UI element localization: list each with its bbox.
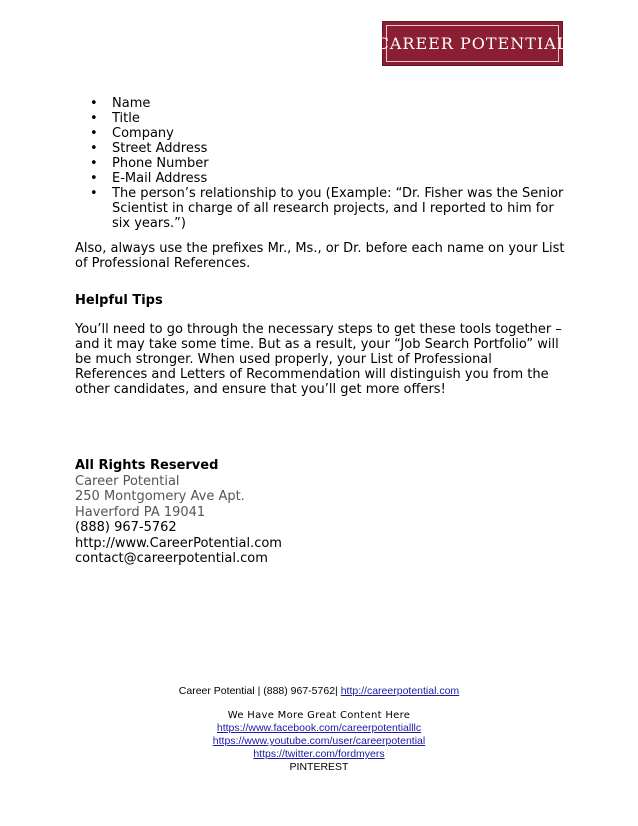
logo-text: CAREER POTENTIAL	[376, 34, 569, 53]
list-item	[75, 186, 565, 231]
company-name: Career Potential	[75, 473, 180, 489]
prefix-paragraph: Also, always use the prefixes Mr., Ms., or Dr. before each name on your List of Professional References.	[75, 241, 565, 271]
logo-border	[376, 25, 569, 62]
pinterest-text: PINTEREST	[289, 761, 349, 773]
list-item	[75, 111, 565, 126]
list-item-text: Title	[112, 111, 140, 126]
street-address: 250 Montgomery Ave Apt.	[75, 489, 245, 504]
bullet-icon: •	[90, 141, 98, 156]
facebook-link[interactable]: https://www.facebook.com/careerpotentialllc	[216, 722, 422, 734]
email-text: contact@careerpotential.com	[75, 551, 268, 566]
contact-block	[75, 458, 475, 567]
phone-number: (888) 967-5762	[75, 520, 177, 535]
list-item	[75, 171, 565, 186]
bullet-icon: •	[90, 111, 98, 126]
list-item	[75, 156, 565, 171]
helpful-tips-paragraph: You’ll need to go through the necessary steps to get these tools together – and it may take some time. But as a result, your “Job Search Portfolio” will be much stronger. When used properly, your List of Professional References and Letters of Recommendation will distinguish you from the other candidates, and ensure that you’ll get more offers!	[75, 322, 562, 397]
rights-reserved: All Rights Reserved	[75, 458, 219, 473]
document-body	[75, 96, 565, 397]
list-item	[75, 141, 565, 156]
list-item-text: The person’s relationship to you (Example: “Dr. Fisher was the Senior Scientist in charge of all research projects, and I reported to him for six years.”)	[112, 186, 564, 231]
bullet-icon: •	[90, 171, 98, 186]
footer-separator: |	[335, 685, 341, 697]
footer-site-link[interactable]: http://careerpotential.com	[340, 685, 460, 697]
bullet-icon: •	[90, 186, 98, 201]
footer-separator: |	[254, 685, 264, 697]
list-item-text: Name	[112, 96, 151, 111]
footer-phone: (888) 967-5762	[263, 685, 336, 697]
bullet-icon: •	[90, 96, 98, 111]
website-text: http://www.CareerPotential.com	[75, 535, 282, 551]
footer-contact-line	[0, 685, 638, 698]
more-content-text: We Have More Great Content Here	[227, 710, 411, 721]
list-item-text: Street Address	[112, 141, 208, 156]
footer-company: Career Potential	[178, 685, 255, 697]
list-item-text: Phone Number	[112, 156, 209, 171]
page-footer	[0, 685, 638, 774]
twitter-link[interactable]: https://twitter.com/fordmyers	[253, 748, 385, 760]
youtube-link[interactable]: https://www.youtube.com/user/careerpotential	[212, 735, 426, 747]
list-item-text: Company	[112, 126, 174, 141]
list-item	[75, 126, 565, 141]
career-potential-logo	[376, 21, 569, 66]
city-address: Haverford PA 19041	[75, 504, 206, 520]
list-item-text: E-Mail Address	[112, 171, 208, 186]
list-item	[75, 96, 565, 111]
bullet-icon: •	[90, 156, 98, 171]
helpful-tips-heading: Helpful Tips	[75, 293, 163, 308]
bullet-icon: •	[90, 126, 98, 141]
reference-fields-list	[75, 96, 565, 231]
